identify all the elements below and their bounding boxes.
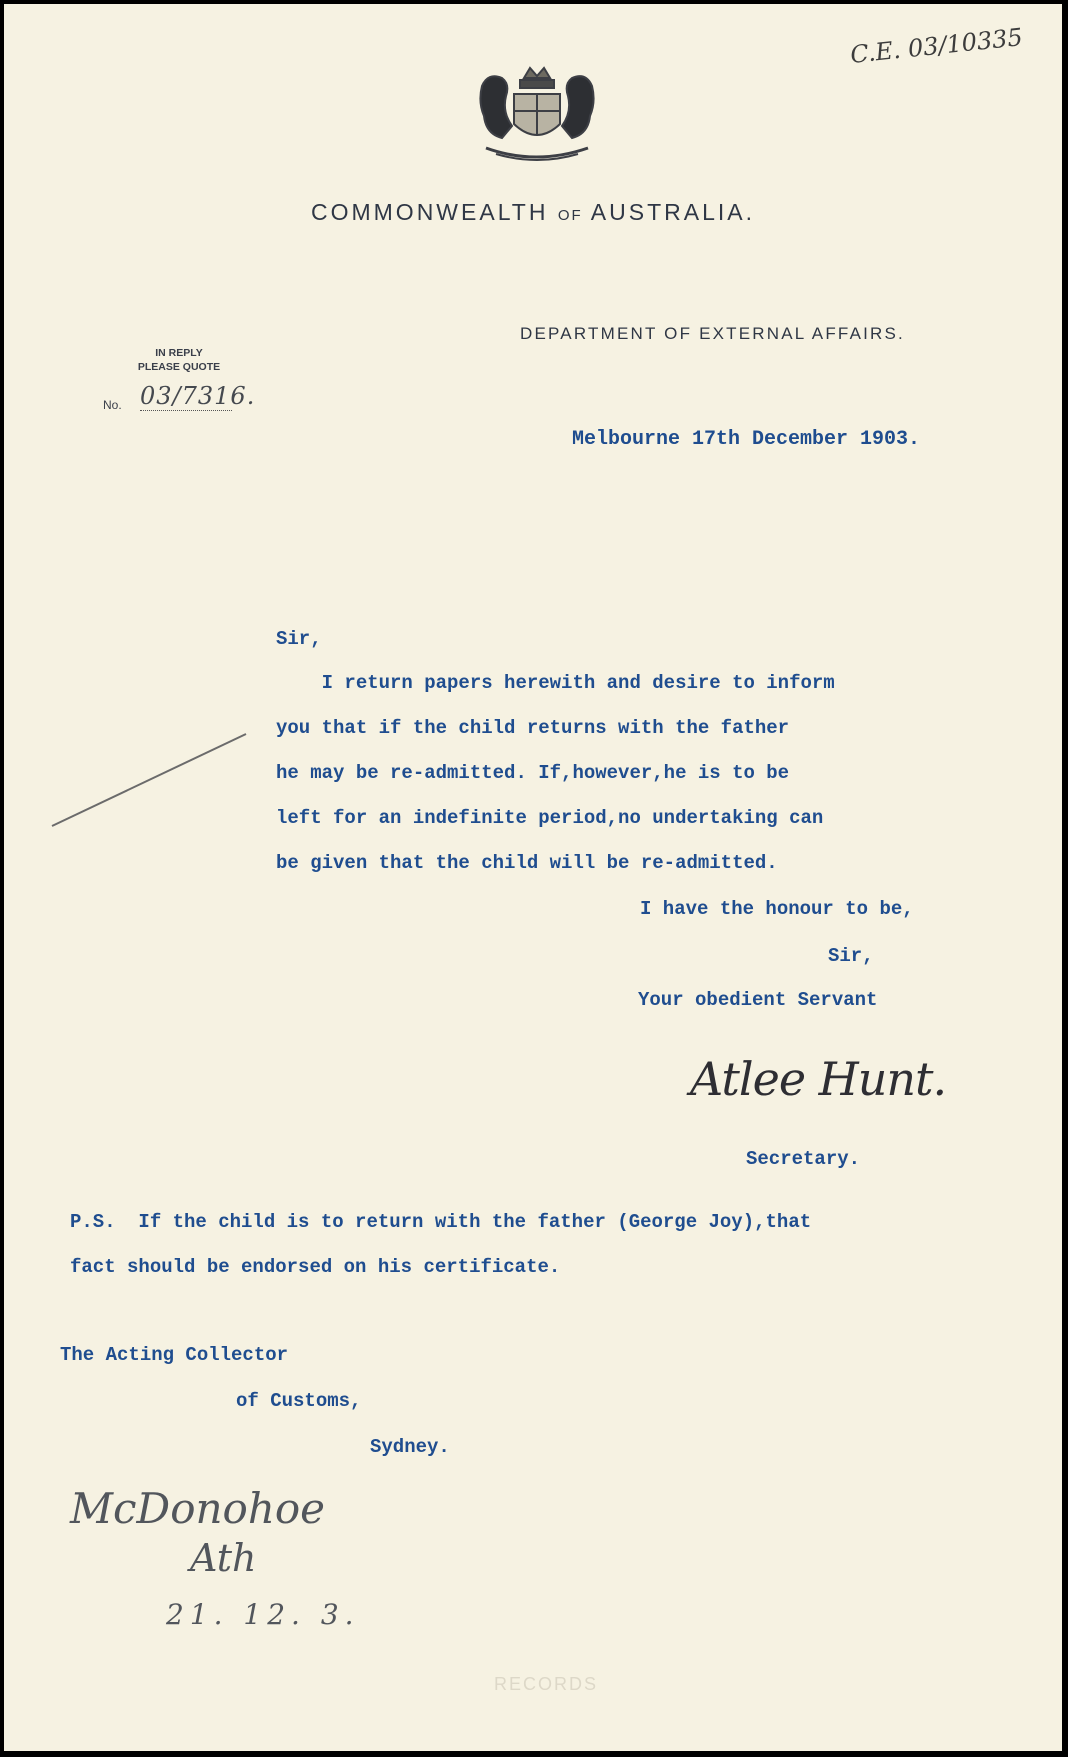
faint-stamp: RECORDS <box>494 1674 599 1694</box>
letterhead-title-commonwealth: COMMONWEALTH <box>310 199 549 225</box>
closing-honour: I have the honour to be, <box>640 898 914 920</box>
body-line: he may be re-admitted. If,however,he is to be <box>276 762 790 784</box>
letterhead-title <box>4 199 1062 226</box>
postscript-line: fact should be endorsed on his certificate. <box>70 1256 561 1278</box>
archive-reference: C.E. 03/10335 <box>849 23 1024 69</box>
reply-instruction-line2: PLEASE QUOTE <box>137 361 221 373</box>
signature: Atlee Hunt. <box>690 1052 947 1106</box>
postscript-line: P.S. If the child is to return with the father (George Joy),that <box>70 1211 812 1233</box>
date-line: Melbourne 17th December 1903. <box>572 428 921 451</box>
addressee-line3: Sydney. <box>370 1436 450 1458</box>
signatory-title: Secretary. <box>746 1148 861 1170</box>
letterhead-title-of: OF <box>557 207 583 224</box>
salutation: Sir, <box>276 628 322 650</box>
coat-of-arms-icon <box>462 56 612 166</box>
closing-sir: Sir, <box>828 945 874 967</box>
closing-servant: Your obedient Servant <box>638 989 878 1011</box>
reply-instruction-line1: IN REPLY <box>155 347 203 359</box>
addressee-line1: The Acting Collector <box>60 1344 289 1366</box>
reference-number: 03/7316. <box>140 382 256 410</box>
letterhead-title-australia: AUSTRALIA. <box>590 199 756 225</box>
reply-instruction <box>104 346 254 374</box>
department-name: DEPARTMENT OF EXTERNAL AFFAIRS. <box>520 324 905 343</box>
margin-stroke <box>50 730 250 830</box>
body-line: be given that the child will be re-admitted. <box>276 852 778 874</box>
handwritten-initials: Ath <box>190 1536 257 1580</box>
body-line: you that if the child returns with the father <box>276 717 790 739</box>
reference-number-label: No. <box>103 398 122 412</box>
body-line: I return papers herewith and desire to inform <box>276 672 835 694</box>
addressee-line2: of Customs, <box>236 1390 362 1412</box>
handwritten-date: 21. 12. 3. <box>166 1598 360 1631</box>
body-line: left for an indefinite period,no undertaking can <box>276 807 824 829</box>
handwritten-name: McDonohoe <box>70 1484 326 1533</box>
letter-page <box>4 4 1062 1751</box>
